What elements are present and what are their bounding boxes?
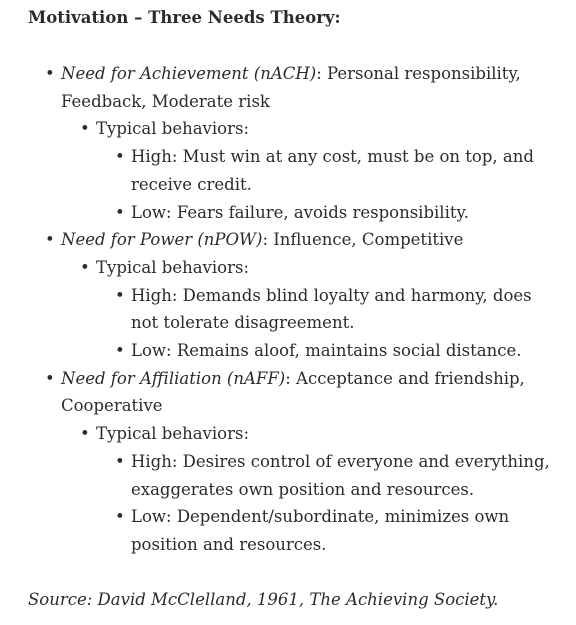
list-item-affiliation	[61, 365, 556, 559]
list-item-achievement	[61, 60, 556, 226]
list-item	[131, 503, 556, 558]
list-item	[131, 282, 556, 337]
need-name: Need for Power (nPOW)	[61, 230, 263, 250]
page-title: Motivation – Three Needs Theory:	[28, 8, 341, 27]
behaviors-label: Typical behaviors:	[96, 119, 250, 139]
need-name: Need for Affiliation (nAFF)	[61, 368, 286, 388]
need-description: : Acceptance and friendship, Cooperative	[61, 368, 525, 416]
list-item	[96, 420, 556, 559]
behavior-levels	[96, 143, 556, 226]
list-item	[96, 115, 556, 226]
list-item	[131, 143, 556, 198]
list-item	[131, 337, 556, 365]
list-item	[131, 448, 556, 503]
high-behavior: High: Desires control of everyone and everything, exaggerates own position and resources.	[131, 451, 550, 499]
behaviors-list	[61, 420, 556, 559]
need-description: : Influence, Competitive	[262, 230, 464, 250]
behaviors-label: Typical behaviors:	[96, 257, 250, 277]
list-item-power	[61, 226, 556, 365]
need-description: : Personal responsibility, Feedback, Moderate risk	[61, 64, 521, 111]
list-item	[96, 254, 556, 365]
behaviors-label: Typical behaviors:	[96, 424, 250, 444]
behaviors-list	[61, 115, 556, 226]
behavior-levels	[96, 282, 556, 365]
high-behavior: High: Demands blind loyalty and harmony, does not tolerate disagreement.	[131, 285, 532, 333]
needs-list	[28, 60, 556, 559]
source-citation: Source: David McClelland, 1961, The Achieving Society.	[28, 589, 499, 609]
behavior-levels	[96, 448, 556, 559]
high-behavior: High: Must win at any cost, must be on top, and receive credit.	[131, 147, 534, 194]
low-behavior: Low: Dependent/subordinate, minimizes own position and resources.	[131, 507, 510, 554]
list-item	[131, 199, 556, 227]
low-behavior: Low: Fears failure, avoids responsibility.	[131, 202, 469, 222]
low-behavior: Low: Remains aloof, maintains social distance.	[131, 341, 522, 361]
need-name: Need for Achievement (nACH)	[61, 64, 317, 83]
behaviors-list	[61, 254, 556, 365]
